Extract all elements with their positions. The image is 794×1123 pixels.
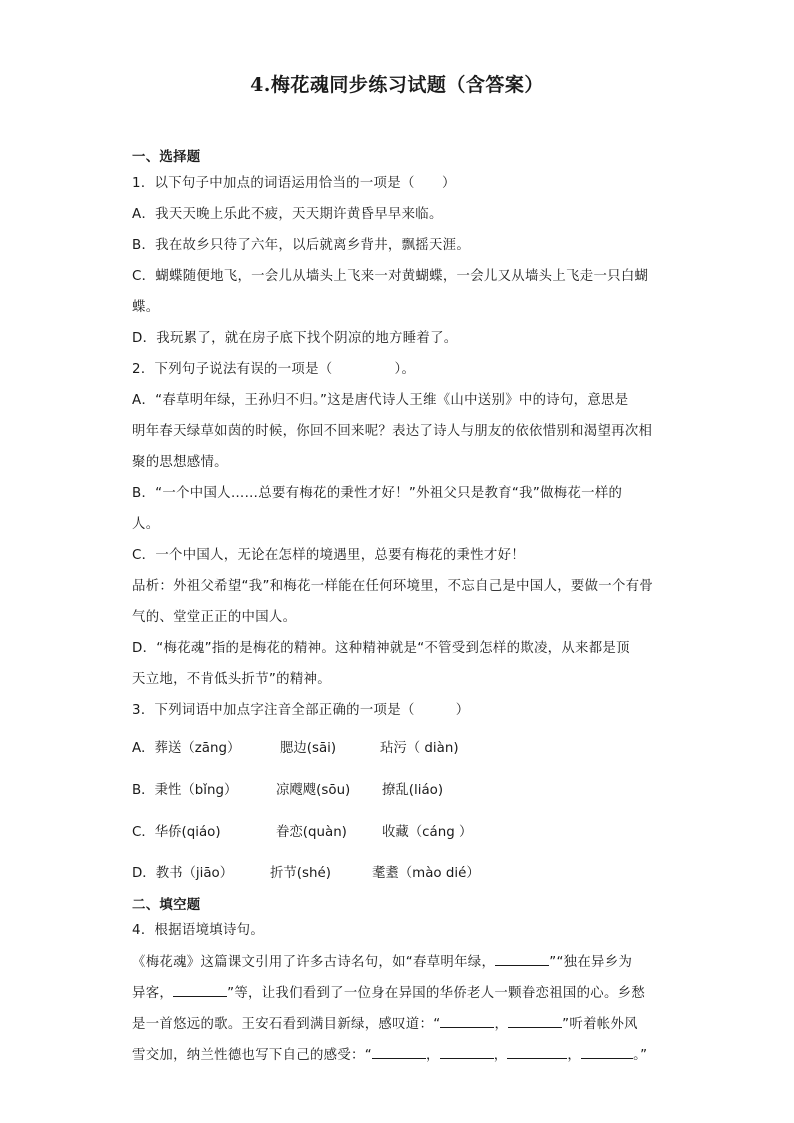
question-1-option-c-line1: C．蝴蝶随便地飞，一会儿从墙头上飞来一对黄蝴蝶，一会儿又从墙头上飞走一只白蝴 [132, 269, 649, 284]
answer-blank[interactable] [173, 984, 227, 997]
question-2-analysis-line1: 品析：外祖父希望“我”和梅花一样能在任何环境里，不忘自己是中国人，要做一个有骨 [132, 579, 654, 594]
section-heading-choice: 一、选择题 [132, 150, 201, 165]
question-1-option-c-line2: 蝶。 [132, 300, 160, 315]
question-2-option-d-line1: D．“梅花魂”指的是梅花的精神。这种精神就是“不管受到怎样的欺凌，从来都是顶 [132, 641, 630, 656]
answer-blank[interactable] [440, 1046, 494, 1059]
question-4-text-line1: 《梅花魂》这篇课文引用了许多古诗名句，如“春草明年绿， ”“独在异乡为 [132, 955, 633, 970]
question-2-stem: 2．下列句子说法有误的一项是（ ）。 [132, 362, 416, 377]
question-2-option-a-line3: 聚的思想感情。 [132, 455, 228, 470]
question-3-stem: 3．下列词语中加点字注音全部正确的一项是（ ） [132, 703, 470, 718]
question-3-option-b: B．秉性（bǐng） 凉飕飕(sōu) 撩乱(liáo) [132, 783, 444, 798]
question-2-option-b-line2: 人。 [132, 517, 160, 532]
question-2-option-a-line2: 明年春天绿草如茵的时候，你回不回来呢？表达了诗人与朋友的依依惜别和渴望再次相 [132, 424, 653, 439]
question-1-option-d: D．我玩累了，就在房子底下找个阴凉的地方睡着了。 [132, 331, 458, 346]
answer-blank[interactable] [581, 1046, 633, 1059]
question-2-option-c: C．一个中国人，无论在怎样的境遇里，总要有梅花的秉性才好！ [132, 548, 525, 563]
question-3-option-d: D．教书（jiāo） 折节(shé) 耄耋（mào dié） [132, 866, 480, 881]
question-1-option-b: B．我在故乡只待了六年，以后就离乡背井，飘摇天涯。 [132, 238, 471, 253]
question-1-option-a: A．我天天晚上乐此不疲，天天期许黄昏早早来临。 [132, 207, 443, 222]
question-3-option-a: A．葬送（zāng） 腮边(sāi) 玷污（ diàn) [132, 741, 459, 756]
question-2-option-d-line2: 天立地，不肯低头折节”的精神。 [132, 672, 331, 687]
answer-blank[interactable] [440, 1015, 494, 1028]
answer-blank[interactable] [508, 1015, 562, 1028]
question-4-stem: 4．根据语境填诗句。 [132, 923, 265, 938]
question-2-option-b-line1: B．“一个中国人……总要有梅花的秉性才好！”外祖父只是教育“我”做梅花一样的 [132, 486, 623, 501]
question-2-option-a-line1: A．“春草明年绿，王孙归不归。”这是唐代诗人王维《山中送别》中的诗句，意思是 [132, 393, 629, 408]
answer-blank[interactable] [495, 953, 549, 966]
question-4-text-line3: 是一首悠远的歌。王安石看到满目新绿，感叹道：“ ， ”听着帐外风 [132, 1017, 638, 1032]
page-title: 4.梅花魂同步练习试题（含答案） [250, 74, 544, 96]
answer-blank[interactable] [507, 1046, 567, 1059]
answer-blank[interactable] [372, 1046, 426, 1059]
question-2-analysis-line2: 气的、堂堂正正的中国人。 [132, 610, 297, 625]
question-4-text-line2: 异客， ”等，让我们看到了一位身在异国的华侨老人一颗眷恋祖国的心。乡愁 [132, 986, 646, 1001]
question-1-stem: 1．以下句子中加点的词语运用恰当的一项是（ ） [132, 176, 456, 191]
section-heading-fill: 二、填空题 [132, 898, 201, 913]
question-4-text-line4: 雪交加，纳兰性德也写下自己的感受：“ ， ， ， 。” [132, 1048, 648, 1063]
question-3-option-c: C．华侨(qiáo) 眷恋(quàn) 收藏（cáng ） [132, 825, 473, 840]
